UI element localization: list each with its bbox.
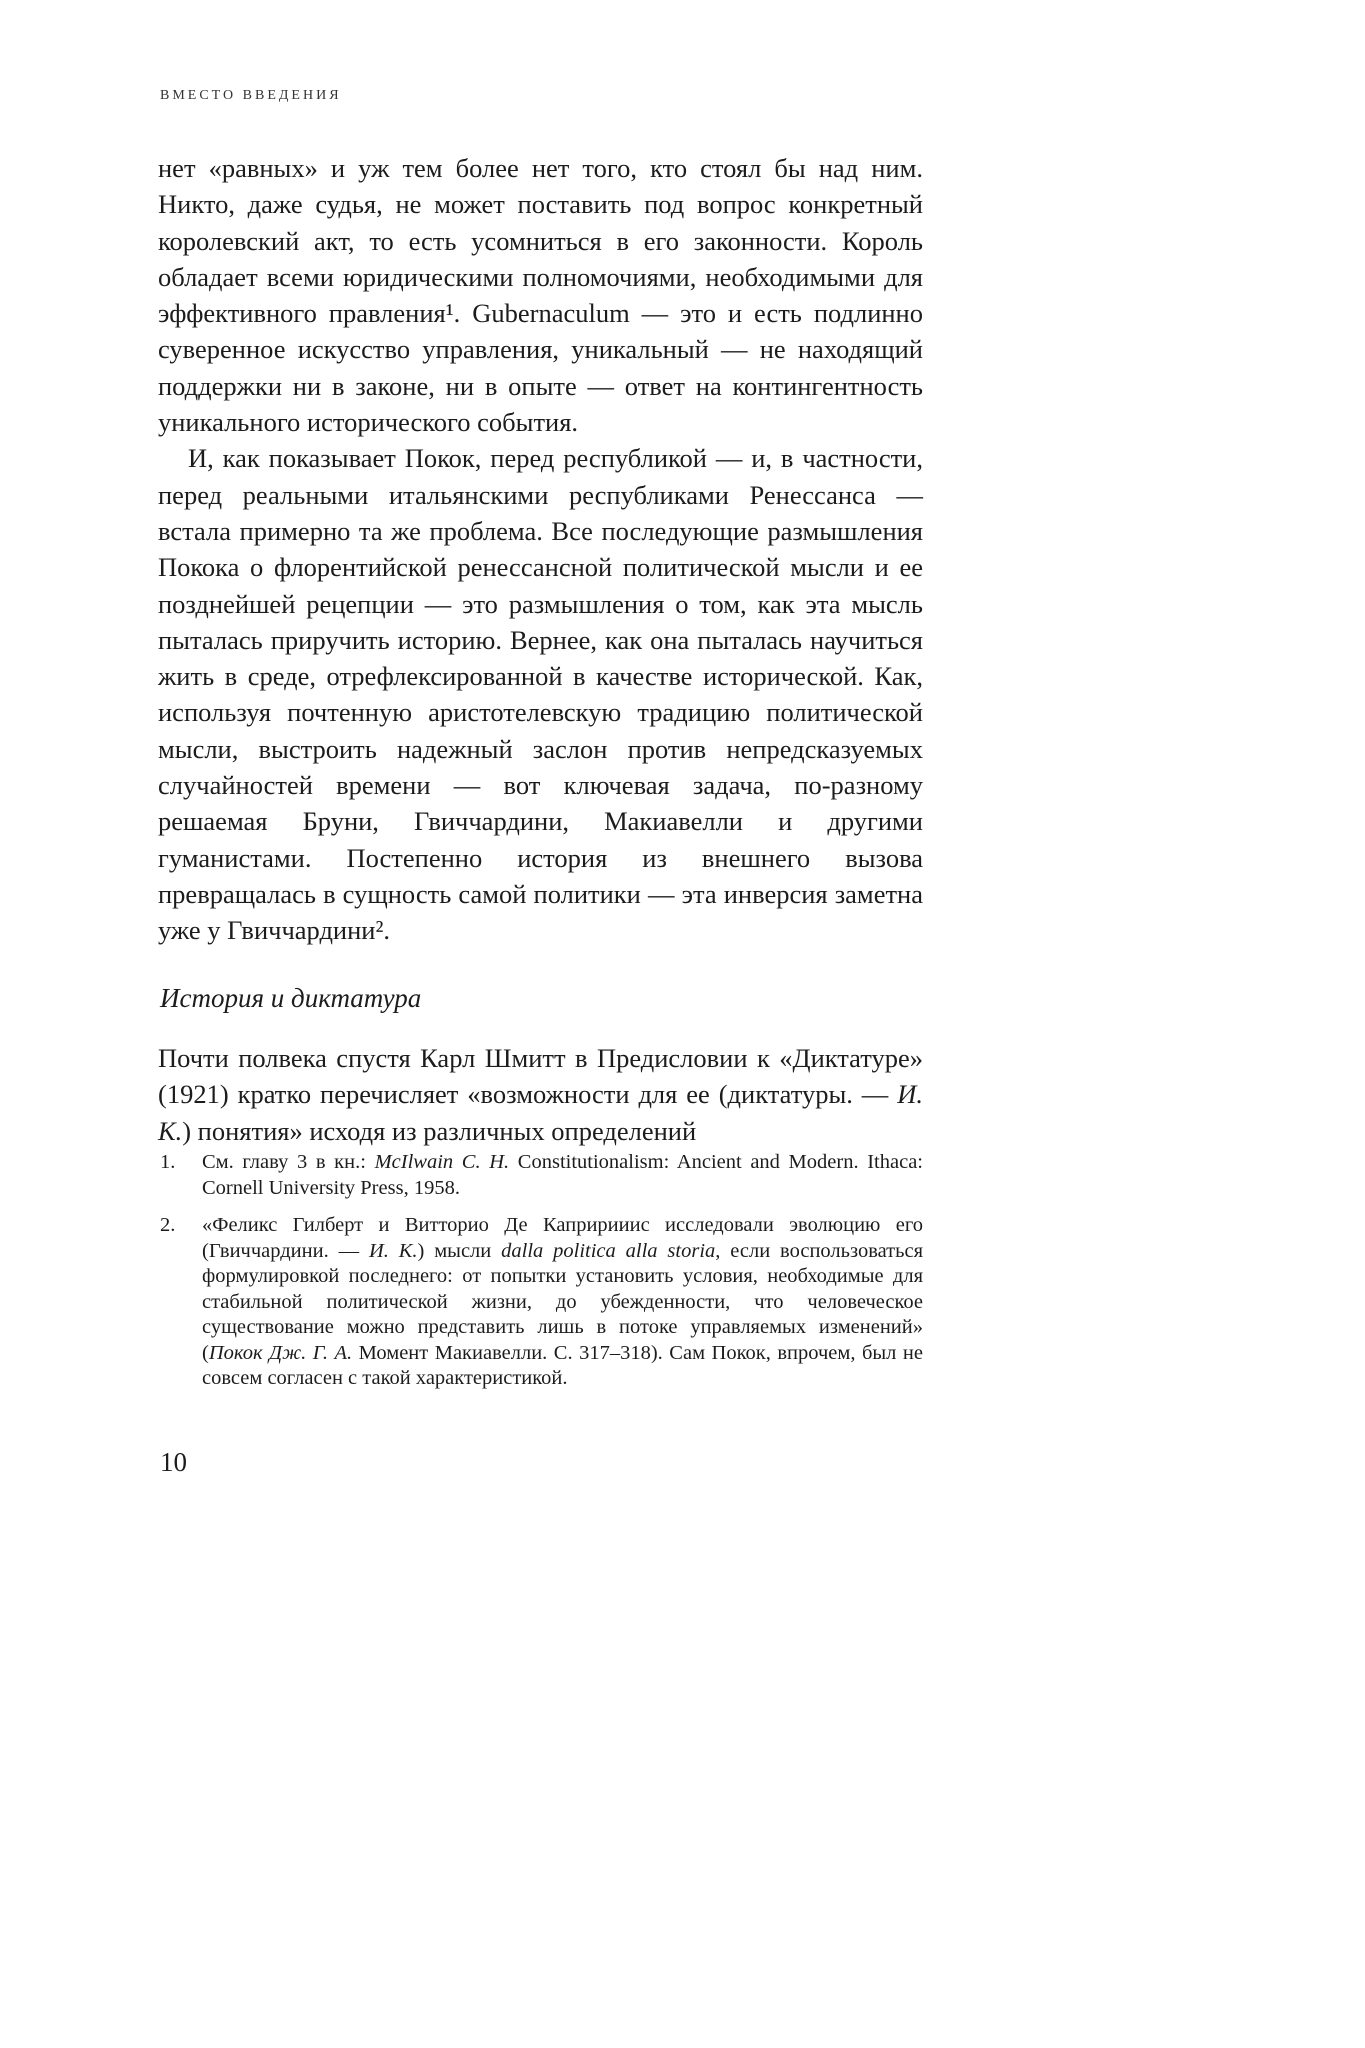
page-number: 10 bbox=[160, 1447, 187, 1477]
footnote-segment-italic: McIlwain C. H. bbox=[374, 1151, 510, 1173]
footnote-segment-italic: dalla politica alla storia bbox=[501, 1239, 716, 1262]
footnote-segment: Constitutionalism: Ancient and Modern. Ithaca: Cornell University Press, 1958. bbox=[202, 1151, 923, 1199]
footnote-text bbox=[202, 1213, 923, 1392]
section-paragraph-initials: И. К. bbox=[158, 1079, 923, 1146]
body-paragraph-1: нет «равных» и уж тем более нет того, кто стоял бы над ним. Никто, даже судья, не может поставить под вопрос конкретный королевский акт, то есть усомниться в его законности. Король обладает всеми юридическими полномочиями, необходимыми для эффективного правления¹. Gubernaculum — это и есть подлинно суверенное искусство управления, уникальный — не находящий поддержки ни в законе, ни в опыте — ответ на контингентность уникального исторического события. bbox=[158, 153, 923, 438]
footnotes bbox=[160, 1150, 923, 1404]
footnote-segment: См. главу 3 в кн.: bbox=[202, 1151, 375, 1173]
footnote-segment: , если воспользоваться формулировкой последнего: от попытки установить условия, необходимые для стабильной политической жизни, до убежденности, что человеческое существование можно представить лишь в потоке управляемых изменений» ( bbox=[202, 1239, 924, 1364]
footnote-segment: «Феликс Гилберт и Витторио Де Капририиис исследовали эволюцию его (Гвиччардини. — bbox=[202, 1214, 923, 1262]
section-paragraph-text-after: ) понятия» исходя из различных определений bbox=[182, 1115, 697, 1146]
footnote-segment-italic: И. К. bbox=[368, 1239, 418, 1262]
footnote-number: 1. bbox=[160, 1151, 176, 1173]
section-heading: История и диктатура bbox=[160, 983, 422, 1013]
footnote-segment: ) мысли bbox=[417, 1239, 502, 1262]
section-paragraph bbox=[158, 1040, 923, 1149]
footnote-segment: Момент Макиавелли. С. 317–318). Сам Покок, впрочем, был не совсем согласен с такой характеристикой. bbox=[202, 1341, 923, 1389]
section-paragraph-text-before: Почти полвека спустя Карл Шмитт в Предисловии к «Диктатуре» (1921) кратко перечисляет «возможности для ее (диктатуры. — bbox=[158, 1043, 923, 1110]
running-head: ВМЕСТО ВВЕДЕНИЯ bbox=[160, 88, 342, 103]
main-text bbox=[158, 150, 923, 949]
footnote-text bbox=[202, 1150, 923, 1201]
footnote-number: 2. bbox=[160, 1214, 176, 1236]
footnote-segment-italic: Покок Дж. Г. А. bbox=[208, 1341, 353, 1364]
footnote-2 bbox=[160, 1213, 923, 1392]
body-paragraph-2: И, как показывает Покок, перед республикой — и, в частности, перед реальными итальянскими республиками Ренессанса — встала примерно та же проблема. Все последующие размышления Покока о флорентийской ренессансной политической мысли и ее позднейшей рецепции — это размышления о том, как эта мысль пыталась приручить историю. Вернее, как она пыталась научиться жить в среде, отрефлексированной в качестве исторической. Как, используя почтенную аристотелевскую традицию политической мысли, выстроить надежный заслон против непредсказуемых случайностей времени — вот ключевая задача, по-разному решаемая Бруни, Гвиччардини, Макиавелли и другими гуманистами. Постепенно история из внешнего вызова превращалась в сущность самой политики — эта инверсия заметна уже у Гвиччардини². bbox=[158, 443, 923, 946]
footnote-1 bbox=[160, 1150, 923, 1201]
